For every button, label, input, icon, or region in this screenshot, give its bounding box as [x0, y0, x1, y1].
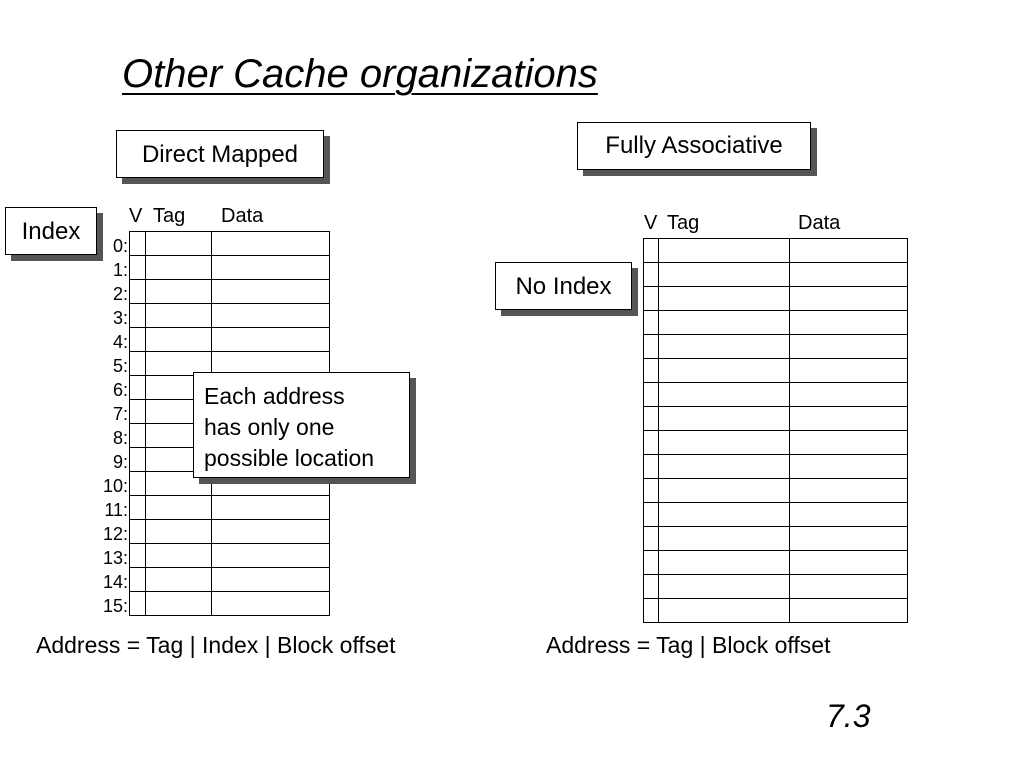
- v-cell: [644, 575, 659, 599]
- v-cell: [644, 263, 659, 287]
- v-cell: [130, 280, 146, 304]
- callout-line-1: Each address: [204, 383, 345, 409]
- tag-cell: [659, 455, 790, 479]
- cache-line-row: [644, 263, 908, 287]
- tag-cell: [659, 335, 790, 359]
- row-index-label: 7:: [112, 404, 128, 424]
- v-cell: [130, 520, 146, 544]
- v-cell: [644, 239, 659, 263]
- index-label: Index: [5, 207, 97, 255]
- tag-cell: [146, 280, 212, 304]
- data-cell: [790, 599, 908, 623]
- data-cell: [212, 328, 330, 352]
- row-index-label: 13:: [102, 548, 128, 568]
- v-cell: [130, 256, 146, 280]
- dm-tag-header: Tag: [153, 205, 186, 227]
- tag-cell: [146, 568, 212, 592]
- row-index-label: 11:: [104, 500, 128, 520]
- data-cell: [790, 359, 908, 383]
- tag-cell: [146, 232, 212, 256]
- row-index-label: 3:: [112, 308, 128, 328]
- v-cell: [644, 479, 659, 503]
- cache-line-row: [644, 479, 908, 503]
- data-cell: [212, 496, 330, 520]
- tag-cell: [146, 520, 212, 544]
- callout-line-3: possible location: [204, 445, 375, 471]
- cache-line-row: [644, 311, 908, 335]
- v-cell: [644, 455, 659, 479]
- row-index-label: 0:: [112, 236, 128, 256]
- row-index-label: 2:: [112, 284, 128, 304]
- dm-v-header: V: [129, 205, 143, 227]
- data-cell: [790, 527, 908, 551]
- cache-line-row: [644, 503, 908, 527]
- cache-line-row: [130, 232, 330, 256]
- row-index-label: 4:: [112, 332, 128, 352]
- data-cell: [790, 479, 908, 503]
- cache-line-row: [644, 575, 908, 599]
- data-cell: [790, 455, 908, 479]
- v-cell: [644, 431, 659, 455]
- data-cell: [790, 239, 908, 263]
- v-cell: [130, 352, 146, 376]
- cache-line-row: [130, 280, 330, 304]
- row-index-label: 9:: [112, 452, 128, 472]
- cache-line-row: [644, 383, 908, 407]
- cache-line-row: [644, 359, 908, 383]
- fa-v-header: V: [644, 212, 658, 234]
- tag-cell: [659, 479, 790, 503]
- row-index-label: 14:: [102, 572, 128, 592]
- cache-line-row: [644, 335, 908, 359]
- cache-line-row: [130, 544, 330, 568]
- tag-cell: [659, 383, 790, 407]
- data-cell: [212, 568, 330, 592]
- v-cell: [130, 568, 146, 592]
- data-cell: [212, 304, 330, 328]
- cache-line-row: [130, 520, 330, 544]
- v-cell: [644, 503, 659, 527]
- v-cell: [130, 472, 146, 496]
- fa-tag-header: Tag: [667, 212, 700, 234]
- cache-line-row: [130, 256, 330, 280]
- row-index-label: 10:: [102, 476, 128, 496]
- v-cell: [130, 592, 146, 616]
- data-cell: [790, 263, 908, 287]
- cache-line-row: [130, 496, 330, 520]
- v-cell: [130, 544, 146, 568]
- row-index-label: 15:: [102, 596, 128, 616]
- dm-address-format: Address = Tag | Index | Block offset: [36, 632, 396, 658]
- v-cell: [130, 400, 146, 424]
- cache-line-row: [130, 568, 330, 592]
- data-cell: [790, 335, 908, 359]
- tag-cell: [659, 575, 790, 599]
- row-index-label: 5:: [112, 356, 128, 376]
- v-cell: [644, 359, 659, 383]
- tag-cell: [146, 304, 212, 328]
- data-cell: [790, 407, 908, 431]
- tag-cell: [659, 287, 790, 311]
- tag-cell: [659, 311, 790, 335]
- data-cell: [212, 520, 330, 544]
- tag-cell: [659, 431, 790, 455]
- data-cell: [790, 287, 908, 311]
- data-cell: [790, 431, 908, 455]
- tag-cell: [146, 592, 212, 616]
- v-cell: [644, 599, 659, 623]
- fa-address-format: Address = Tag | Block offset: [546, 632, 831, 658]
- cache-line-row: [644, 599, 908, 623]
- data-cell: [790, 503, 908, 527]
- tag-cell: [659, 407, 790, 431]
- tag-cell: [659, 359, 790, 383]
- v-cell: [130, 424, 146, 448]
- v-cell: [130, 376, 146, 400]
- cache-line-row: [644, 287, 908, 311]
- v-cell: [644, 335, 659, 359]
- cache-line-row: [644, 551, 908, 575]
- tag-cell: [146, 496, 212, 520]
- row-index-label: 12:: [102, 524, 128, 544]
- v-cell: [644, 527, 659, 551]
- direct-mapped-label: Direct Mapped: [116, 130, 324, 178]
- v-cell: [130, 448, 146, 472]
- tag-cell: [659, 551, 790, 575]
- fa-data-header: Data: [798, 212, 841, 234]
- data-cell: [212, 256, 330, 280]
- tag-cell: [659, 599, 790, 623]
- tag-cell: [659, 527, 790, 551]
- tag-cell: [659, 503, 790, 527]
- tag-cell: [146, 256, 212, 280]
- tag-cell: [659, 239, 790, 263]
- cache-line-row: [644, 407, 908, 431]
- cache-line-row: [644, 431, 908, 455]
- slide-title: Other Cache organizations: [122, 52, 598, 96]
- data-cell: [790, 551, 908, 575]
- data-cell: [212, 592, 330, 616]
- data-cell: [790, 383, 908, 407]
- v-cell: [644, 551, 659, 575]
- fully-associative-table: [643, 238, 908, 623]
- cache-line-row: [130, 328, 330, 352]
- tag-cell: [659, 263, 790, 287]
- v-cell: [130, 232, 146, 256]
- data-cell: [790, 575, 908, 599]
- dm-data-header: Data: [221, 205, 264, 227]
- v-cell: [130, 496, 146, 520]
- data-cell: [212, 544, 330, 568]
- cache-line-row: [644, 239, 908, 263]
- data-cell: [212, 280, 330, 304]
- callout-each-address: [193, 372, 410, 478]
- v-cell: [644, 311, 659, 335]
- tag-cell: [146, 328, 212, 352]
- data-cell: [212, 232, 330, 256]
- row-index-label: 8:: [112, 428, 128, 448]
- v-cell: [644, 287, 659, 311]
- cache-line-row: [130, 304, 330, 328]
- row-index-label: 6:: [112, 380, 128, 400]
- data-cell: [790, 311, 908, 335]
- row-index-label: 1:: [112, 260, 128, 280]
- tag-cell: [146, 544, 212, 568]
- callout-line-2: has only one: [204, 414, 335, 440]
- cache-line-row: [644, 455, 908, 479]
- fully-associative-label: Fully Associative: [577, 122, 811, 170]
- v-cell: [644, 407, 659, 431]
- v-cell: [130, 304, 146, 328]
- no-index-label: No Index: [495, 262, 632, 310]
- v-cell: [644, 383, 659, 407]
- cache-line-row: [644, 527, 908, 551]
- cache-line-row: [130, 592, 330, 616]
- page-number: 7.3: [826, 698, 871, 734]
- v-cell: [130, 328, 146, 352]
